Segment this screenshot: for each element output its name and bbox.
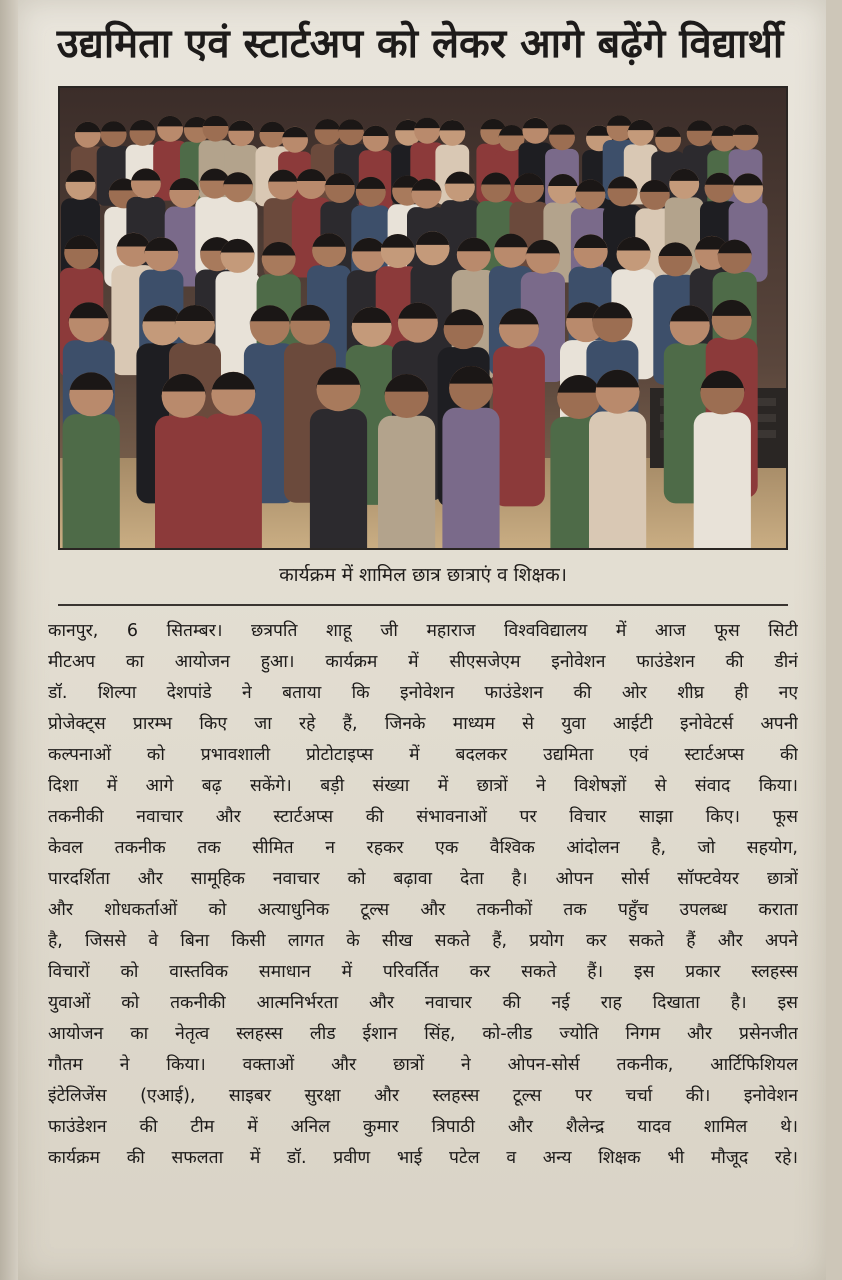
article-line: फाउंडेशन की टीम में अनिल कुमार त्रिपाठी और शैलेन्द्र यादव शामिल थे। [48, 1117, 798, 1137]
page-edge-shadow [0, 0, 18, 1280]
photo-caption: कार्यक्रम में शामिल छात्र छात्राएं व शिक्षक। [279, 564, 567, 586]
article-line: युवाओं को तकनीकी आत्मनिर्भरता और नवाचार की नई राह दिखाता है। इस [48, 993, 798, 1013]
article-line: पारदर्शिता और सामूहिक नवाचार को बढ़ावा देता है। ओपन सोर्स सॉफ्टवेयर छात्रों [48, 869, 798, 889]
person-body-shape [155, 416, 212, 548]
article-line: केवल तकनीक तक सीमित न रहकर एक वैश्विक आंदोलन है, जो सहयोग, [48, 838, 798, 858]
article-line: कार्यक्रम की सफलता में डॉ. प्रवीण भाई पटेल व अन्य शिक्षक भी मौजूद रहे। [48, 1148, 798, 1168]
article-line: डॉ. शिल्पा देशपांडे ने बताया कि इनोवेशन फाउंडेशन की ओर शीघ्र ही नए [48, 683, 798, 703]
person-body-shape [310, 409, 367, 548]
person-body-shape [63, 414, 120, 548]
group-photo [58, 86, 788, 550]
person-body-shape [694, 412, 751, 548]
article-line: है, जिससे वे बिना किसी लागत के सीख सकते हैं, प्रयोग कर सकते हैं और अपने [48, 931, 798, 951]
article-line: कानपुर, 6 सितम्बर। छत्रपति शाहू जी महाराज विश्वविद्यालय में आज फूस सिटी [48, 621, 798, 641]
article-line: इंटेलिजेंस (एआई), साइबर सुरक्षा और स्लहस्स टूल्स पर चर्चा की। इनोवेशन [48, 1086, 798, 1106]
article-line: मीटअप का आयोजन हुआ। कार्यक्रम में सीएसजेएम इनोवेशन फाउंडेशन की डीनं [48, 652, 798, 672]
article-line: दिशा में आगे बढ़ सकेंगे। बड़ी संख्या में छात्रों ने विशेषज्ञों से संवाद किया। [48, 776, 798, 796]
article-line: प्रोजेक्ट्स प्रारम्भ किए जा रहे हैं, जिनके माध्यम से युवा आईटी इनोवेटर्स अपनी [48, 714, 798, 734]
article-line: विचारों को वास्तविक समाधान में परिवर्तित कर सकते हैं। इस प्रकार स्लहस्स [48, 962, 798, 982]
person-body-shape [205, 414, 262, 548]
article-line: कल्पनाओं को प्रभावशाली प्रोटोटाइप्स में बदलकर उद्यमिता एवं स्टार्टअप्स की [48, 745, 798, 765]
article-body [48, 616, 798, 1276]
article-line: आयोजन का नेतृत्व स्लहस्स लीड ईशान सिंह, को-लीड ज्योति निगम और प्रसेनजीत [48, 1024, 798, 1044]
article-line: तकनीकी नवाचार और स्टार्टअप्स की संभावनाओं पर विचार साझा किए। फूस [48, 807, 798, 827]
person-body-shape [493, 346, 545, 506]
headline: उद्यमिता एवं स्टार्टअप को लेकर आगे बढ़ेंगे विद्यार्थी [56, 21, 784, 67]
article-line: और शोधकर्ताओं को अत्याधुनिक टूल्स और तकनीकों तक पहुँच उपलब्ध कराता [48, 900, 798, 920]
article-line: गौतम ने किया। वक्ताओं और छात्रों ने ओपन-सोर्स तकनीक, आर्टिफिशियल [48, 1055, 798, 1075]
group-photo-icon [60, 88, 786, 548]
person-body-shape [589, 412, 646, 549]
caption-divider [58, 604, 788, 606]
person-body-shape [378, 416, 435, 548]
person-body-shape [442, 408, 499, 548]
